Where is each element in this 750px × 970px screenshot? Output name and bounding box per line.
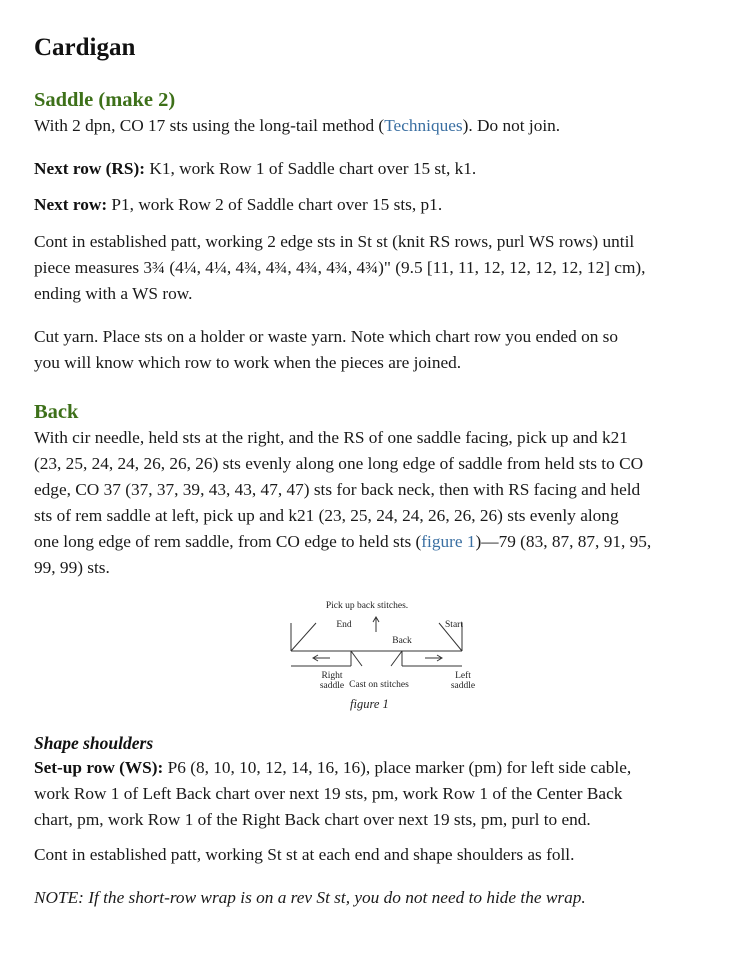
saddle-intro-pre: With 2 dpn, CO 17 sts using the long-tail method (: [34, 116, 385, 135]
saddle-row1: [34, 156, 724, 182]
figure-right-saddle: [320, 671, 344, 691]
techniques-link[interactable]: Techniques: [384, 116, 463, 135]
page-title: Cardigan: [34, 34, 136, 61]
cont-line-2: piece measures 3¾ (4¼, 4¼, 4¾, 4¾, 4¾, 4¾, 4¾)" (9.5 [11, 11, 12, 12, 12, 12, 12] cm),: [34, 258, 646, 277]
figure-end-label: End: [336, 620, 352, 630]
figure-left-saddle: [451, 671, 475, 691]
right-saddle-line-1: Right: [321, 671, 343, 681]
shoulders-continue: Cont in established patt, working St st at each end and shape shoulders as foll.: [34, 845, 575, 864]
saddle-heading: Saddle (make 2): [34, 89, 176, 111]
right-saddle-line-2: saddle: [319, 681, 345, 691]
saddle-continue: [34, 229, 724, 307]
figure-title: Pick up back stitches.: [325, 601, 409, 611]
cut-line-2: you will know which row to work when the pieces are joined.: [34, 353, 462, 372]
left-saddle-line-2: saddle: [450, 681, 476, 691]
cut-line-1: Cut yarn. Place sts on a holder or waste yarn. Note which chart row you ended on so: [34, 327, 619, 346]
setup-line-1: P6 (8, 10, 10, 12, 14, 16, 16), place marker (pm) for left side cable,: [163, 758, 632, 777]
figure-1-link[interactable]: figure 1: [421, 532, 476, 551]
row1-text: K1, work Row 1 of Saddle chart over 15 st, k1.: [145, 159, 477, 178]
short-row-note: NOTE: If the short-row wrap is on a rev St st, you do not need to hide the wrap.: [34, 888, 586, 907]
saddle-intro: [34, 113, 724, 139]
row2-label: Next row:: [34, 195, 108, 214]
setup-line-3: chart, pm, work Row 1 of the Right Back chart over next 19 sts, pm, purl to end.: [34, 810, 591, 829]
back-line-1: With cir needle, held sts at the right, and the RS of one saddle facing, pick up and k21: [34, 428, 628, 447]
cont-line-1: Cont in established patt, working 2 edge sts in St st (knit RS rows, purl WS rows) until: [34, 232, 635, 251]
setup-line-2: work Row 1 of Left Back chart over next 19 sts, pm, work Row 1 of the Center Back: [34, 784, 623, 803]
saddle-cut-yarn: [34, 324, 724, 376]
back-heading: Back: [34, 401, 79, 423]
back-instructions: [34, 425, 724, 581]
saddle-row2: [34, 192, 724, 218]
back-line-6: 99, 99) sts.: [34, 558, 110, 577]
saddle-intro-post: ). Do not join.: [462, 116, 561, 135]
back-line-3: edge, CO 37 (37, 37, 39, 43, 43, 47, 47) sts for back neck, then with RS facing and held: [34, 480, 641, 499]
figure-cast-on-label: Cast on stitches: [349, 680, 409, 690]
setup-row: [34, 755, 724, 833]
back-line-5-post: )—79 (83, 87, 87, 91, 95,: [475, 532, 652, 551]
back-line-2: (23, 25, 24, 24, 26, 26, 26) sts evenly along one long edge of saddle from held sts to CO: [34, 454, 644, 473]
figure-back-label: Back: [392, 636, 412, 646]
cont-line-3: ending with a WS row.: [34, 284, 193, 303]
figure-start-label: Start: [445, 620, 463, 630]
back-line-4: sts of rem saddle at left, pick up and k21 (23, 25, 24, 24, 26, 26, 26) sts evenly along: [34, 506, 619, 525]
row1-label: Next row (RS):: [34, 159, 146, 178]
figure-caption: figure 1: [350, 697, 389, 711]
left-saddle-line-1: Left: [455, 671, 471, 681]
setup-row-label: Set-up row (WS):: [34, 758, 164, 777]
shape-shoulders-heading: Shape shoulders: [34, 733, 154, 753]
figure-1-diagram: [284, 596, 476, 691]
back-line-5-pre: one long edge of rem saddle, from CO edge to held sts (: [34, 532, 422, 551]
row2-text: P1, work Row 2 of Saddle chart over 15 sts, p1.: [107, 195, 443, 214]
